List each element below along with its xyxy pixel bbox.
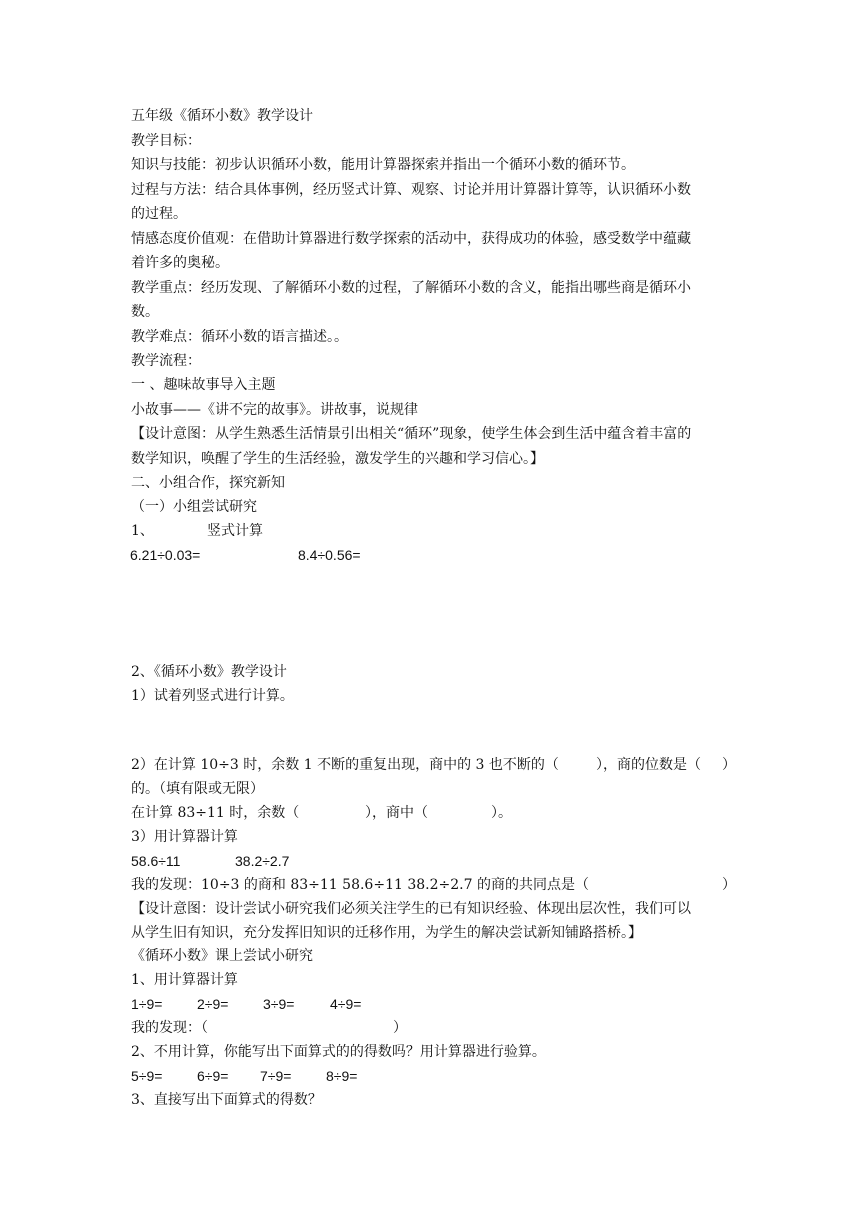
item-2-heading: 2、《循环小数》教学设计 bbox=[131, 664, 287, 680]
knowledge-goal: 知识与技能：初步认识循环小数，能用计算器探索并指出一个循环小数的循环节。 bbox=[131, 157, 635, 173]
goal-heading: 教学目标： bbox=[131, 133, 201, 149]
discovery-1-a: 我的发现：10÷3 的商和 83÷11 58.6÷11 38.2÷2.7 的商的共同点是（ bbox=[131, 877, 589, 893]
expr-7-div-9: 7÷9= bbox=[260, 1068, 292, 1084]
expr-5-div-9: 5÷9= bbox=[131, 1068, 163, 1084]
design-intent-1-line1: 【设计意图：从学生熟悉生活情景引出相关“循环”现象，使学生体会到生活中蕴含着丰富的 bbox=[131, 426, 692, 442]
step-3: 3）用计算器计算 bbox=[131, 829, 238, 845]
expr-1-div-9: 1÷9= bbox=[131, 996, 163, 1012]
step-2-line1-b: ），商的位数是（ bbox=[596, 757, 701, 773]
document-title: 五年级《循环小数》教学设计 bbox=[131, 108, 313, 124]
discovery-2-a: 我的发现：（ bbox=[131, 1020, 208, 1036]
emotion-goal-line1: 情感态度价值观：在借助计算器进行数学探索的活动中，获得成功的体验，感受数学中蕴藏 bbox=[131, 231, 691, 247]
process-goal-line2: 的过程。 bbox=[131, 206, 187, 222]
step-2-line3-b: ），商中（ bbox=[365, 805, 428, 821]
research-item-2: 2、不用计算，你能写出下面算式的的得数吗？用计算器进行验算。 bbox=[131, 1044, 546, 1060]
research-title: 《循环小数》课上尝试小研究 bbox=[131, 948, 313, 964]
step-2-line3-c: ）。 bbox=[491, 805, 512, 821]
step-2-line1-a: 2）在计算 10÷3 时，余数 1 不断的重复出现，商中的 3 也不断的（ bbox=[131, 757, 559, 773]
discovery-2-b: ） bbox=[393, 1020, 407, 1036]
design-intent-2-line1: 【设计意图：设计尝试小研究我们必须关注学生的已有知识经验、体现出层次性，我们可以 bbox=[131, 901, 691, 917]
calc-621-div-003: 6.21÷0.03= bbox=[130, 547, 201, 563]
expr-8-div-9: 8÷9= bbox=[326, 1068, 358, 1084]
story-line: 小故事——《讲不完的故事》。讲故事，说规律 bbox=[131, 402, 418, 418]
step-2-line1-c: ） bbox=[722, 757, 736, 773]
difficulty: 教学难点：循环小数的语言描述。。 bbox=[131, 329, 348, 345]
design-intent-1-line2: 数学知识，唤醒了学生的生活经验，激发学生的兴趣和学习信心。】 bbox=[131, 451, 544, 467]
item-1-number: 1、 bbox=[131, 523, 154, 539]
step-2-line2: 的。（填有限或无限） bbox=[131, 781, 264, 797]
key-point-line2: 数。 bbox=[131, 304, 159, 320]
calc-84-div-056: 8.4÷0.56= bbox=[298, 547, 361, 563]
item-1-text: 竖式计算 bbox=[207, 523, 263, 539]
step-1: 1）试着列竖式进行计算。 bbox=[131, 688, 294, 704]
expr-2-div-9: 2÷9= bbox=[197, 996, 229, 1012]
expr-4-div-9: 4÷9= bbox=[330, 996, 362, 1012]
flow-heading: 教学流程： bbox=[131, 353, 201, 369]
design-intent-2-line2: 从学生旧有知识，充分发挥旧知识的迁移作用，为学生的解决尝试新知铺路搭桥。】 bbox=[131, 925, 642, 941]
research-item-3: 3、直接写出下面算式的得数？ bbox=[131, 1092, 322, 1108]
calc-382-div-27: 38.2÷2.7 bbox=[235, 853, 290, 869]
calc-586-div-11: 58.6÷11 bbox=[131, 853, 181, 869]
expr-6-div-9: 6÷9= bbox=[197, 1068, 229, 1084]
expr-3-div-9: 3÷9= bbox=[263, 996, 295, 1012]
discovery-1-b: ） bbox=[722, 877, 736, 893]
emotion-goal-line2: 着许多的奥秘。 bbox=[131, 255, 229, 271]
section-1-heading: 一 、趣味故事导入主题 bbox=[131, 377, 276, 393]
process-goal-line1: 过程与方法：结合具体事例，经历竖式计算、观察、讨论并用计算器计算等，认识循环小数 bbox=[131, 182, 691, 198]
subsection-1-heading: （一）小组尝试研究 bbox=[131, 499, 257, 515]
key-point-line1: 教学重点：经历发现、了解循环小数的过程，了解循环小数的含义，能指出哪些商是循环小 bbox=[131, 280, 691, 296]
research-item-1: 1、用计算器计算 bbox=[131, 972, 238, 988]
section-2-heading: 二、小组合作，探究新知 bbox=[131, 475, 285, 491]
step-2-line3-a: 在计算 83÷11 时，余数（ bbox=[131, 805, 300, 821]
